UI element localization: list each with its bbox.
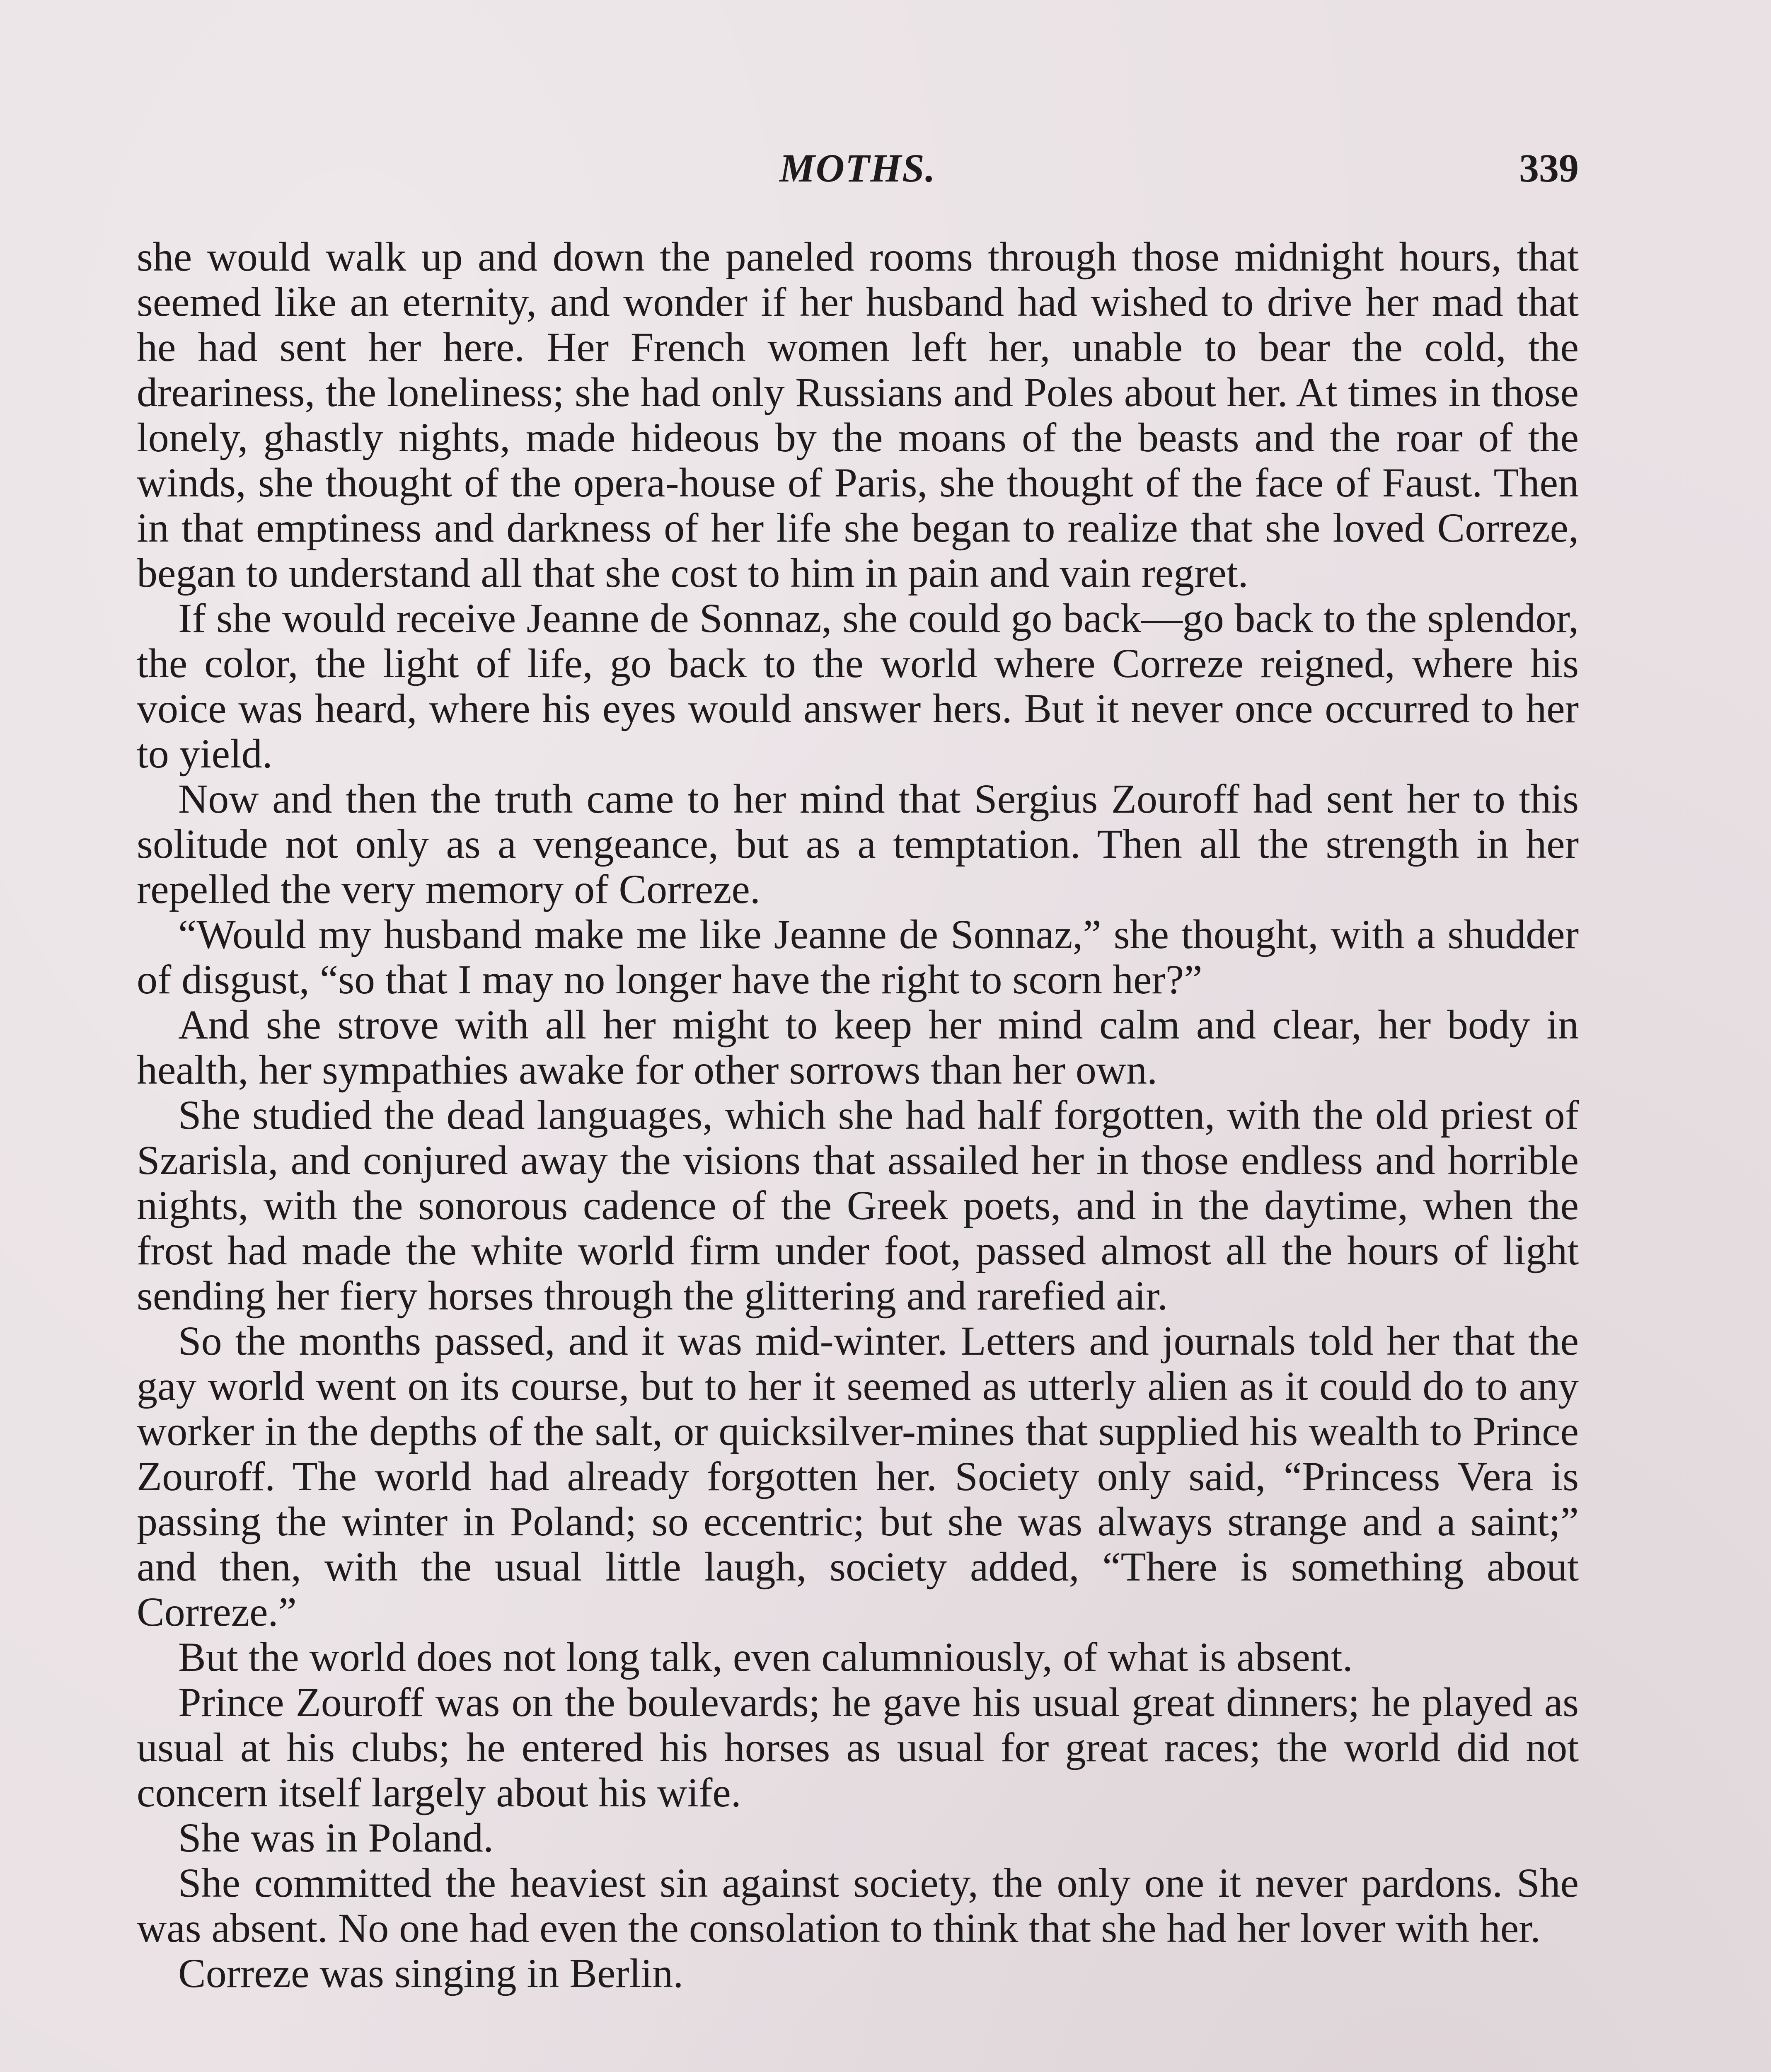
- paragraph-2: If she would receive Jeanne de Sonnaz, she could go back—go back to the splendor, the color, the light of life, go back to the world where Correze reigned, where his voice was heard, where his eyes would answer hers. But it never once occurred to her to yield.: [137, 595, 1579, 777]
- body-text: [137, 234, 1579, 1996]
- paragraph-1: she would walk up and down the paneled rooms through those midnight hours, that seemed like an eternity, and wonder if her husband had wished to drive her mad that he had sent her here. Her French women left her, unable to bear the cold, the dreariness, the loneliness; she had only Russians and Poles about her. At times in those lonely, ghastly nights, made hideous by the moans of the beasts and the roar of the winds, she thought of the opera-house of Paris, she thought of the face of Faust. Then in that emptiness and darkness of her life she began to realize that she loved Correze, began to understand all that she cost to him in pain and vain regret.: [137, 234, 1579, 596]
- paragraph-10: She was in Poland.: [178, 1815, 494, 1861]
- paragraph-5: And she strove with all her might to keep her mind calm and clear, her body in health, her sympathies awake for other sorrows than her own.: [137, 1002, 1579, 1093]
- paragraph-9: Prince Zouroff was on the boulevards; he gave his usual great dinners; he played as usual at his clubs; he entered his horses as usual for great races; the world did not concern itself largely about his wife.: [137, 1679, 1579, 1815]
- paragraph-3: Now and then the truth came to her mind that Sergius Zouroff had sent her to this solitude not only as a vengeance, but as a temptation. Then all the strength in her repelled the very memory of Correze.: [137, 776, 1579, 912]
- paragraph-11: She committed the heaviest sin against society, the only one it never pardons. She was absent. No one had even the consolation to think that she had her lover with her.: [137, 1860, 1579, 1951]
- paragraph-12: Correze was singing in Berlin.: [178, 1950, 684, 1996]
- paragraph-6: She studied the dead languages, which she had half forgotten, with the old priest of Szarisla, and conjured away the visions that assailed her in those endless and horrible nights, with the sonorous cadence of the Greek poets, and in the daytime, when the frost had made the white world firm under foot, passed almost all the hours of light sending her fiery horses through the glittering and rarefied air.: [137, 1092, 1579, 1319]
- page-number: 339: [1519, 146, 1579, 190]
- paragraph-7: So the months passed, and it was mid-winter. Letters and journals told her that the gay world went on its course, but to her it seemed as utterly alien as it could do to any worker in the depths of the salt, or quicksilver-mines that supplied his wealth to Prince Zouroff. The world had already forgotten her. Society only said, “Princess Vera is passing the winter in Poland; so eccentric; but she was always strange and a saint;” and then, with the usual little laugh, society added, “There is something about Correze.”: [137, 1318, 1579, 1635]
- running-title: MOTHS.: [779, 146, 936, 190]
- paragraph-8: But the world does not long talk, even calumniously, of what is absent.: [178, 1634, 1353, 1680]
- page-header: [137, 145, 1579, 199]
- paragraph-4: “Would my husband make me like Jeanne de Sonnaz,” she thought, with a shudder of disgust, “so that I may no longer have the right to scorn her?”: [137, 911, 1579, 1002]
